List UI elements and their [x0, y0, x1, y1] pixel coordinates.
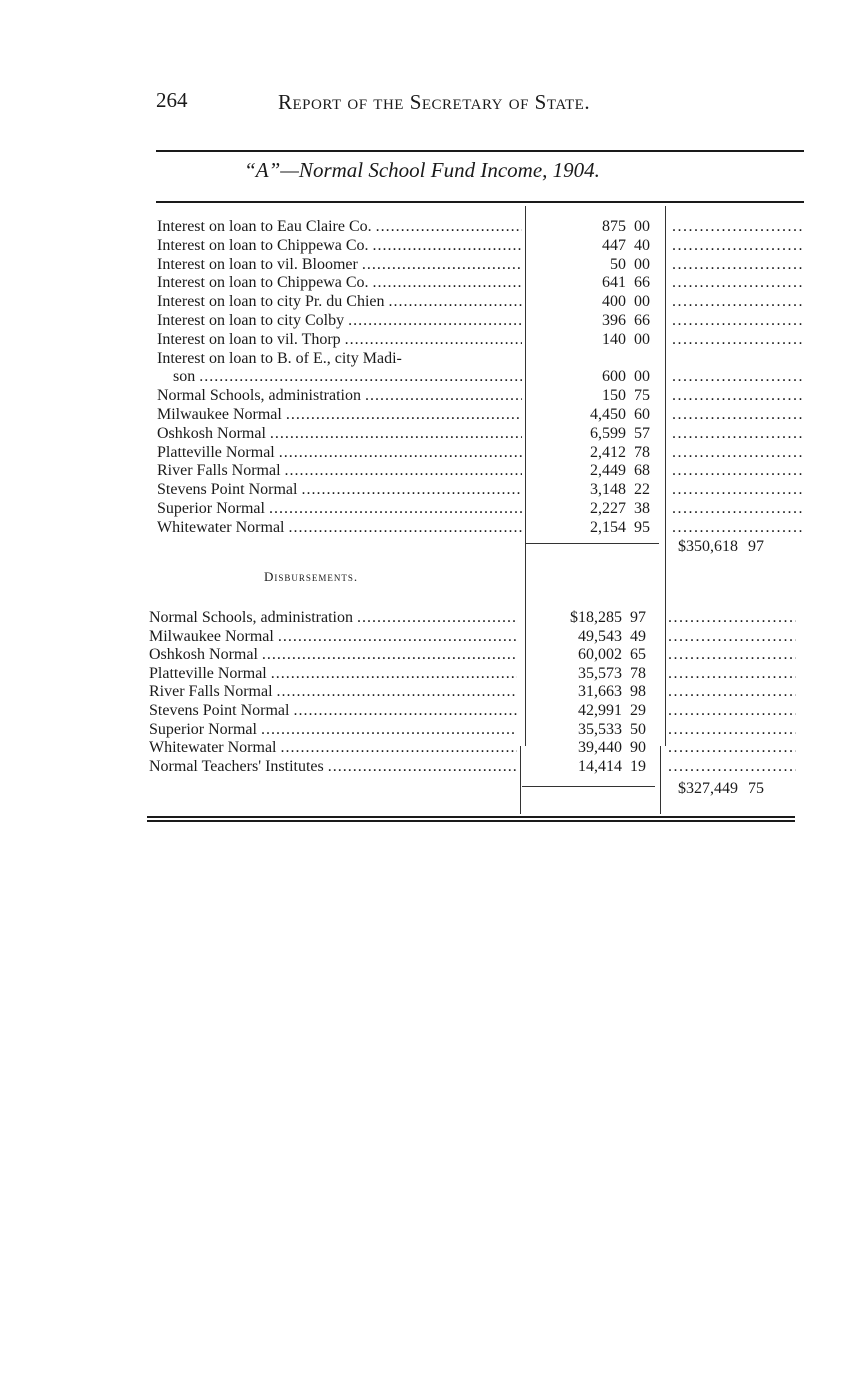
- leader-dots: [285, 518, 523, 537]
- receipts-total-amount: $350,618: [678, 538, 738, 555]
- disbursements-total-amount: $327,449: [678, 780, 738, 797]
- row-cents: 22: [634, 481, 650, 499]
- row-label: Normal Teachers' Institutes: [149, 757, 324, 775]
- column-rule-left-lower: [520, 746, 521, 814]
- row-cents: 60: [634, 406, 650, 423]
- table-row: [149, 757, 796, 776]
- table-row: [149, 682, 796, 701]
- table-row: [157, 386, 804, 405]
- total-column-dots: [672, 236, 804, 255]
- row-label: Milwaukee Normal: [157, 406, 282, 423]
- total-column-dots: [668, 608, 796, 627]
- row-amount: 2,227: [590, 500, 626, 517]
- table-row: [149, 608, 796, 627]
- row-amount: 447: [602, 236, 626, 254]
- bottom-rule: [147, 816, 795, 818]
- leader-dots: [341, 330, 522, 349]
- total-column-dots: [668, 627, 796, 646]
- row-label: Stevens Point Normal: [157, 481, 298, 499]
- row-label: son: [173, 368, 196, 386]
- leader-dots: [372, 217, 522, 236]
- row-label: Whitewater Normal: [149, 739, 277, 757]
- leader-dots: [257, 720, 517, 739]
- total-column-dots: [668, 701, 796, 720]
- row-label: Platteville Normal: [157, 443, 275, 461]
- table-row: [149, 701, 796, 720]
- row-label: Normal Schools, administration: [149, 609, 353, 626]
- total-column-dots: [668, 645, 796, 664]
- row-cents: 00: [634, 368, 650, 386]
- leader-dots: [258, 645, 517, 664]
- row-amount: 35,533: [578, 720, 622, 738]
- row-amount: 31,663: [578, 683, 622, 701]
- table-row: [149, 738, 796, 757]
- total-column-dots: [672, 405, 804, 424]
- row-label: Normal Schools, administration: [157, 387, 361, 405]
- table-row: [157, 461, 804, 480]
- leader-dots: [289, 701, 517, 720]
- total-column-dots: [668, 682, 796, 701]
- row-cents: 97: [630, 609, 646, 626]
- leader-dots: [344, 311, 522, 330]
- column-rule-left-upper: [525, 206, 526, 746]
- row-cents: 29: [630, 702, 646, 719]
- leader-dots: [195, 367, 522, 386]
- row-cents: 50: [630, 720, 646, 738]
- row-amount: 14,414: [578, 757, 622, 775]
- row-amount: 4,450: [590, 406, 626, 423]
- row-amount: 2,449: [590, 462, 626, 480]
- table-row: [149, 627, 796, 646]
- total-column-dots: [672, 424, 804, 443]
- leader-dots: [358, 255, 522, 274]
- table-row: [157, 255, 804, 274]
- leader-dots: [274, 627, 517, 646]
- total-column-dots: [672, 311, 804, 330]
- total-column-dots: [668, 757, 796, 776]
- table-row: [157, 273, 804, 292]
- title-rule: [156, 201, 804, 203]
- row-cents: 00: [634, 293, 650, 311]
- row-label: Oshkosh Normal: [149, 646, 258, 664]
- table-row: [157, 330, 804, 349]
- row-cents: 00: [634, 330, 650, 348]
- row-amount: 42,991: [578, 702, 622, 719]
- leader-dots: [385, 292, 522, 311]
- total-column-dots: [672, 292, 804, 311]
- row-label: Interest on loan to city Pr. du Chien: [157, 293, 385, 311]
- row-label: Interest on loan to city Colby: [157, 312, 345, 329]
- row-label: River Falls Normal: [149, 683, 273, 701]
- table-row: [157, 367, 804, 386]
- leader-dots: [273, 682, 517, 701]
- leader-dots: [282, 405, 522, 424]
- total-column-dots: [668, 738, 796, 757]
- row-amount: 3,148: [590, 481, 626, 499]
- page-number: 264: [156, 88, 188, 112]
- row-amount: 35,573: [578, 664, 622, 682]
- row-amount: 50: [610, 255, 626, 273]
- table-row: [157, 311, 804, 330]
- row-cents: 75: [634, 387, 650, 405]
- receipts-subtotal-rule: [526, 543, 659, 544]
- row-cents: 19: [630, 757, 646, 775]
- leader-dots: [275, 443, 522, 462]
- row-cents: 78: [634, 443, 650, 461]
- row-cents: 98: [630, 683, 646, 701]
- row-amount: 641: [602, 274, 626, 292]
- receipts-total-cents: 97: [748, 538, 764, 555]
- table-row: [157, 424, 804, 443]
- row-cents: 57: [634, 424, 650, 442]
- total-column-dots: [672, 461, 804, 480]
- column-rule-right-upper: [665, 206, 666, 746]
- row-cents: 65: [630, 646, 646, 664]
- row-cents: 00: [634, 218, 650, 235]
- top-rule: [156, 150, 804, 152]
- row-amount: 150: [602, 387, 626, 405]
- row-label: Superior Normal: [157, 500, 265, 517]
- disbursements-heading: Disbursements.: [264, 569, 359, 584]
- total-column-dots: [672, 217, 804, 236]
- leader-dots: [265, 499, 522, 518]
- leader-dots: [277, 738, 518, 757]
- bottom-rule-heavy: [147, 820, 795, 822]
- table-row: [157, 292, 804, 311]
- row-amount: 60,002: [578, 646, 622, 664]
- row-cents: 78: [630, 664, 646, 682]
- row-cents: 38: [634, 500, 650, 517]
- table-row: [157, 443, 804, 462]
- disbursements-total-cents: 75: [748, 780, 764, 797]
- disbursements-subtotal-rule: [522, 786, 655, 787]
- table-row: [149, 645, 796, 664]
- table-row: [157, 518, 804, 537]
- table-row: [149, 720, 796, 739]
- row-label: Oshkosh Normal: [157, 424, 266, 442]
- leader-dots: [353, 608, 517, 627]
- row-label: Interest on loan to vil. Bloomer: [157, 255, 358, 273]
- row-cents: 90: [630, 739, 646, 757]
- table-row: [157, 480, 804, 499]
- row-cents: 68: [634, 462, 650, 480]
- row-amount: 400: [602, 293, 626, 311]
- total-column-dots: [672, 443, 804, 462]
- table-row: [157, 236, 804, 255]
- row-amount: 2,412: [590, 443, 626, 461]
- row-label: Superior Normal: [149, 720, 257, 738]
- running-head: Report of the Secretary of State.: [278, 90, 591, 114]
- total-column-dots: [668, 664, 796, 683]
- receipts-total: [678, 538, 764, 556]
- row-amount: 2,154: [590, 518, 626, 536]
- row-label: Stevens Point Normal: [149, 702, 290, 719]
- total-column-dots: [668, 720, 796, 739]
- row-amount: 875: [602, 218, 626, 235]
- row-label: Interest on loan to Eau Claire Co.: [157, 218, 372, 235]
- total-column-dots: [672, 518, 804, 537]
- table-row: [157, 217, 804, 236]
- leader-dots: [267, 664, 517, 683]
- row-cents: 66: [634, 312, 650, 329]
- row-amount: 6,599: [590, 424, 626, 442]
- leader-dots: [281, 461, 522, 480]
- total-column-dots: [672, 367, 804, 386]
- row-amount: $18,285: [570, 609, 622, 626]
- row-cents: 00: [634, 255, 650, 273]
- row-amount: 600: [602, 368, 626, 386]
- table-row: [157, 499, 804, 518]
- row-amount: 49,543: [578, 627, 622, 645]
- row-cents: 40: [634, 236, 650, 254]
- row-cents: 95: [634, 518, 650, 536]
- table-row: [157, 405, 804, 424]
- row-amount: 396: [602, 312, 626, 329]
- total-column-dots: [672, 386, 804, 405]
- total-column-dots: [672, 499, 804, 518]
- table-row: [149, 664, 796, 683]
- leader-dots: [369, 236, 522, 255]
- row-label: Whitewater Normal: [157, 518, 285, 536]
- row-label: River Falls Normal: [157, 462, 281, 480]
- leader-dots: [324, 757, 517, 776]
- total-column-dots: [672, 273, 804, 292]
- row-label: Milwaukee Normal: [149, 627, 274, 645]
- row-label: Interest on loan to vil. Thorp: [157, 330, 341, 348]
- table-row: [157, 349, 804, 368]
- total-column-dots: [672, 255, 804, 274]
- row-label: Interest on loan to Chippewa Co.: [157, 236, 369, 254]
- row-amount: 39,440: [578, 739, 622, 757]
- row-label: Platteville Normal: [149, 664, 267, 682]
- row-label: Interest on loan to B. of E., city Madi-: [157, 349, 402, 367]
- table-title: “A”—Normal School Fund Income, 1904.: [244, 158, 600, 182]
- leader-dots: [297, 480, 522, 499]
- row-label: Interest on loan to Chippewa Co.: [157, 274, 369, 292]
- disbursements-total: [678, 780, 764, 798]
- column-rule-right-lower: [660, 746, 661, 814]
- leader-dots: [369, 273, 522, 292]
- row-amount: 140: [602, 330, 626, 348]
- leader-dots: [266, 424, 522, 443]
- leader-dots: [361, 386, 522, 405]
- total-column-dots: [672, 480, 804, 499]
- row-cents: 49: [630, 627, 646, 645]
- row-cents: 66: [634, 274, 650, 292]
- total-column-dots: [672, 330, 804, 349]
